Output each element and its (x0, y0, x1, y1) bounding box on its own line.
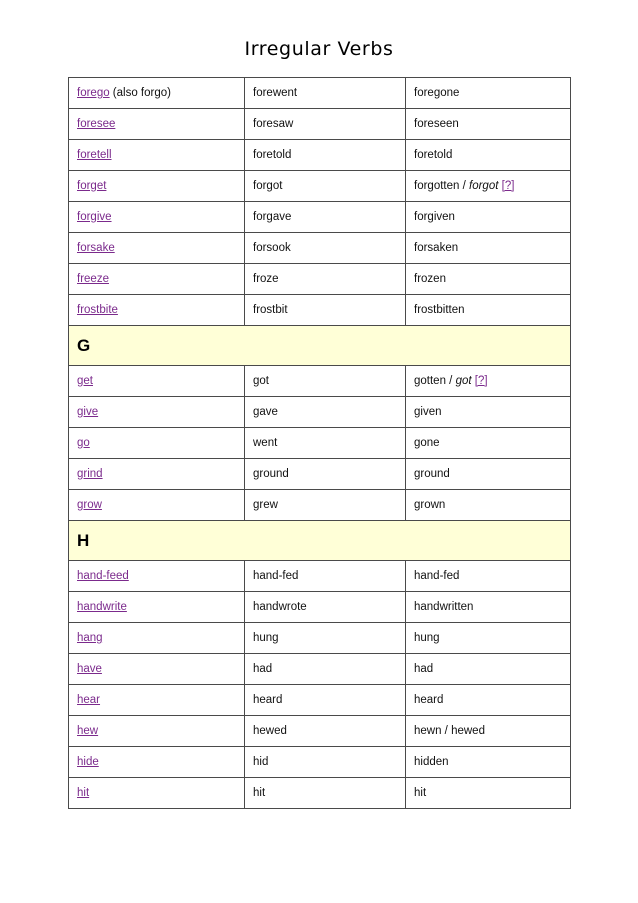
base-form-cell (69, 366, 245, 397)
past-participle-cell (406, 397, 571, 428)
table-row (69, 685, 571, 716)
past-participle: hit (414, 787, 427, 799)
past-participle-cell (406, 366, 571, 397)
irregular-verbs-table (68, 77, 571, 809)
section-header-h (69, 521, 571, 561)
table-row (69, 623, 571, 654)
base-form-cell (69, 685, 245, 716)
base-form-cell (69, 747, 245, 778)
past-participle: grown (414, 499, 446, 511)
base-form-cell (69, 264, 245, 295)
past-simple: forgot (253, 180, 283, 192)
past-simple-cell (245, 202, 406, 233)
verb-link[interactable]: hew (77, 725, 99, 737)
table-row (69, 778, 571, 809)
past-participle-cell (406, 490, 571, 521)
past-simple: ground (253, 468, 289, 480)
verb-link[interactable]: foretell (77, 149, 112, 161)
past-participle: forgiven (414, 211, 455, 223)
verb-link[interactable]: hang (77, 632, 103, 644)
past-simple-cell (245, 654, 406, 685)
past-simple: handwrote (253, 601, 307, 613)
section-g-rows (69, 366, 571, 521)
alternate-form: got (455, 375, 472, 387)
base-form-cell (69, 561, 245, 592)
base-form-cell (69, 202, 245, 233)
past-simple: hung (253, 632, 279, 644)
past-participle-cell (406, 654, 571, 685)
past-simple-cell (245, 295, 406, 326)
past-simple: forewent (253, 87, 298, 99)
table-row (69, 140, 571, 171)
past-simple: grew (253, 499, 278, 511)
past-participle: foregone (414, 87, 460, 99)
past-simple: hid (253, 756, 269, 768)
past-participle-cell (406, 264, 571, 295)
past-simple-cell (245, 685, 406, 716)
verb-link[interactable]: forsake (77, 242, 115, 254)
past-simple: hewed (253, 725, 287, 737)
past-participle: forgotten (414, 180, 460, 192)
past-participle: ground (414, 468, 450, 480)
past-simple: had (253, 663, 273, 675)
base-form-cell (69, 233, 245, 264)
verb-link[interactable]: freeze (77, 273, 109, 285)
verb-link[interactable]: forego (77, 87, 110, 99)
past-participle: hung (414, 632, 440, 644)
verb-link[interactable]: grow (77, 499, 102, 511)
base-form-cell (69, 623, 245, 654)
past-participle-cell (406, 747, 571, 778)
verb-link[interactable]: frostbite (77, 304, 118, 316)
past-participle: hewn / hewed (414, 725, 485, 737)
base-form-cell (69, 778, 245, 809)
section-letter: G (69, 326, 571, 366)
past-participle-cell (406, 233, 571, 264)
table-row (69, 109, 571, 140)
reference-link[interactable]: [?] (474, 375, 488, 387)
past-simple-cell (245, 592, 406, 623)
verb-link[interactable]: go (77, 437, 90, 449)
verb-link[interactable]: forget (77, 180, 107, 192)
past-simple-cell (245, 623, 406, 654)
verb-link[interactable]: hand-feed (77, 570, 129, 582)
table-row (69, 233, 571, 264)
past-participle: frozen (414, 273, 446, 285)
table-row (69, 654, 571, 685)
base-form-cell (69, 490, 245, 521)
base-form-cell (69, 295, 245, 326)
past-simple: hand-fed (253, 570, 299, 582)
table-row (69, 592, 571, 623)
past-participle: frostbitten (414, 304, 465, 316)
past-simple: froze (253, 273, 279, 285)
table-row (69, 459, 571, 490)
past-participle-cell (406, 140, 571, 171)
past-participle: handwritten (414, 601, 474, 613)
base-form-cell (69, 171, 245, 202)
table-row (69, 171, 571, 202)
past-simple-cell (245, 78, 406, 109)
past-participle: hidden (414, 756, 449, 768)
table-row (69, 490, 571, 521)
past-simple-cell (245, 171, 406, 202)
section-f-rows (69, 78, 571, 326)
past-participle-cell (406, 459, 571, 490)
verb-link[interactable]: grind (77, 468, 103, 480)
verb-link[interactable]: foresee (77, 118, 116, 130)
table-row (69, 264, 571, 295)
past-simple: got (253, 375, 269, 387)
verb-link[interactable]: hit (77, 787, 90, 799)
past-simple-cell (245, 716, 406, 747)
table-row (69, 428, 571, 459)
past-participle-cell (406, 685, 571, 716)
table-row (69, 747, 571, 778)
past-participle: gotten (414, 375, 446, 387)
section-letter: H (69, 521, 571, 561)
past-participle-cell (406, 295, 571, 326)
past-simple-cell (245, 366, 406, 397)
verb-link[interactable]: get (77, 375, 93, 387)
past-participle-cell (406, 109, 571, 140)
table-row (69, 78, 571, 109)
alternate-form: forgot (469, 180, 499, 192)
base-form-cell (69, 654, 245, 685)
past-participle-cell (406, 592, 571, 623)
section-h-rows (69, 561, 571, 809)
table-row (69, 366, 571, 397)
separator: / (459, 180, 469, 192)
verb-link[interactable]: handwrite (77, 601, 127, 613)
past-simple-cell (245, 109, 406, 140)
past-participle: foreseen (414, 118, 459, 130)
table-row (69, 397, 571, 428)
separator: / (445, 375, 456, 387)
table-row (69, 202, 571, 233)
past-simple: foretold (253, 149, 292, 161)
past-simple-cell (245, 264, 406, 295)
past-simple-cell (245, 428, 406, 459)
past-participle: given (414, 406, 442, 418)
past-participle: hand-fed (414, 570, 460, 582)
past-participle-cell (406, 778, 571, 809)
past-participle-cell (406, 171, 571, 202)
verb-link[interactable]: hide (77, 756, 99, 768)
verb-note: (also forgo) (109, 87, 171, 99)
past-simple-cell (245, 561, 406, 592)
base-form-cell (69, 109, 245, 140)
past-participle: forsaken (414, 242, 459, 254)
verb-link[interactable]: forgive (77, 211, 112, 223)
past-simple-cell (245, 459, 406, 490)
past-simple: went (253, 437, 278, 449)
base-form-cell (69, 397, 245, 428)
section-header-g (69, 326, 571, 366)
past-participle-cell (406, 428, 571, 459)
past-participle: gone (414, 437, 440, 449)
past-participle-cell (406, 561, 571, 592)
past-simple: forgave (253, 211, 292, 223)
past-participle: heard (414, 694, 444, 706)
base-form-cell (69, 459, 245, 490)
past-simple: gave (253, 406, 278, 418)
base-form-cell (69, 78, 245, 109)
past-participle: foretold (414, 149, 453, 161)
past-participle-cell (406, 716, 571, 747)
past-simple: foresaw (253, 118, 294, 130)
past-participle-cell (406, 623, 571, 654)
page-title: Irregular Verbs (244, 38, 394, 60)
past-simple-cell (245, 778, 406, 809)
base-form-cell (69, 716, 245, 747)
past-simple: forsook (253, 242, 291, 254)
past-simple-cell (245, 747, 406, 778)
reference-link[interactable]: [?] (501, 180, 515, 192)
verb-link[interactable]: have (77, 663, 102, 675)
past-simple-cell (245, 233, 406, 264)
past-simple-cell (245, 490, 406, 521)
base-form-cell (69, 592, 245, 623)
table-row (69, 561, 571, 592)
past-participle-cell (406, 202, 571, 233)
past-participle-cell (406, 78, 571, 109)
past-simple-cell (245, 397, 406, 428)
base-form-cell (69, 140, 245, 171)
table-row (69, 716, 571, 747)
base-form-cell (69, 428, 245, 459)
past-simple-cell (245, 140, 406, 171)
verb-link[interactable]: give (77, 406, 99, 418)
table-row (69, 295, 571, 326)
past-participle: had (414, 663, 434, 675)
past-simple: hit (253, 787, 266, 799)
past-simple: heard (253, 694, 283, 706)
verb-link[interactable]: hear (77, 694, 101, 706)
past-simple: frostbit (253, 304, 288, 316)
